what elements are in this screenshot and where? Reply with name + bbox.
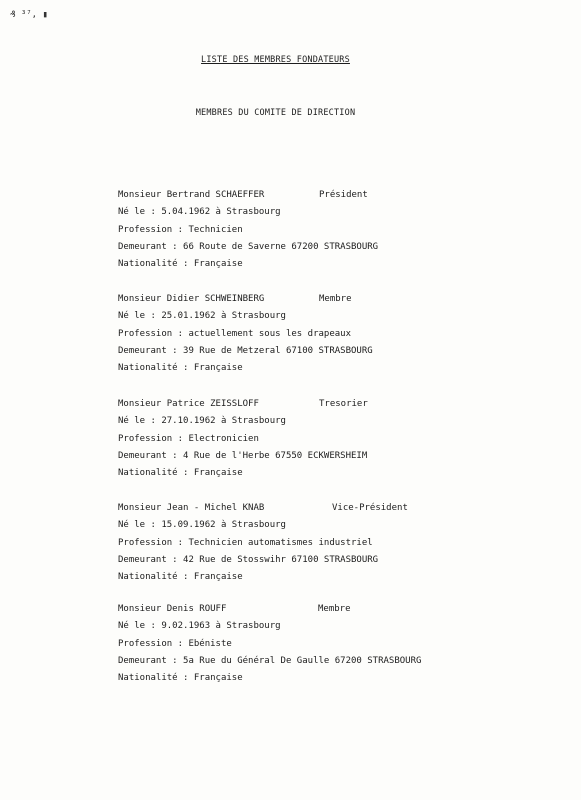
member-birth: Né le : 25.01.1962 à Strasbourg (118, 311, 286, 322)
member-address: Demeurant : 66 Route de Saverne 67200 STRASBOURG (118, 241, 379, 252)
member-header (118, 601, 558, 618)
member-name: Monsieur Patrice ZEISSLOFF (118, 399, 259, 409)
member-name: Monsieur Jean - Michel KNAB (118, 503, 265, 513)
member-role: Membre (318, 604, 351, 614)
member-header (118, 500, 558, 517)
member-header (118, 291, 558, 308)
member-birth: Né le : 5.04.1962 à Strasbourg (118, 207, 281, 218)
document-title: LISTE DES MEMBRES FONDATEURS (201, 55, 350, 65)
document-title-line (0, 55, 581, 65)
member-profession: Profession : actuellement sous les drapeaux (118, 328, 351, 339)
member-nationality: Nationalité : Française (118, 468, 243, 479)
member-address: Demeurant : 42 Rue de Stosswihr 67100 STRASBOURG (118, 554, 379, 565)
member-birth: Né le : 15.09.1962 à Strasbourg (118, 520, 286, 531)
member-block (118, 601, 558, 687)
member-block (118, 291, 558, 377)
member-profession: Profession : Ebéniste (118, 638, 232, 649)
member-profession: Profession : Technicien (118, 224, 243, 235)
member-role: Président (319, 190, 368, 200)
corner-mark: ₰ ³⁷, ▮ (10, 10, 48, 20)
member-birth: Né le : 9.02.1963 à Strasbourg (118, 621, 281, 632)
member-header (118, 396, 558, 413)
member-profession: Profession : Electronicien (118, 433, 259, 444)
member-profession: Profession : Technicien automatismes industriel (118, 537, 373, 548)
member-block (118, 187, 558, 273)
member-address: Demeurant : 39 Rue de Metzeral 67100 STRASBOURG (118, 345, 373, 356)
member-header (118, 187, 558, 204)
member-nationality: Nationalité : Française (118, 363, 243, 374)
member-role: Tresorier (319, 399, 368, 409)
member-block (118, 396, 558, 482)
member-birth: Né le : 27.10.1962 à Strasbourg (118, 416, 286, 427)
section-subtitle-line (0, 108, 581, 118)
member-role: Vice-Président (332, 503, 408, 513)
member-nationality: Nationalité : Française (118, 572, 243, 583)
member-address: Demeurant : 4 Rue de l'Herbe 67550 ECKWERSHEIM (118, 450, 368, 461)
member-address: Demeurant : 5a Rue du Général De Gaulle 67200 STRASBOURG (118, 655, 422, 666)
member-block (118, 500, 558, 586)
section-subtitle: MEMBRES DU COMITE DE DIRECTION (195, 108, 356, 118)
member-nationality: Nationalité : Française (118, 259, 243, 270)
member-name: Monsieur Denis ROUFF (118, 604, 227, 614)
member-role: Membre (319, 294, 352, 304)
member-name: Monsieur Didier SCHWEINBERG (118, 294, 265, 304)
member-name: Monsieur Bertrand SCHAEFFER (118, 190, 265, 200)
member-nationality: Nationalité : Française (118, 673, 243, 684)
